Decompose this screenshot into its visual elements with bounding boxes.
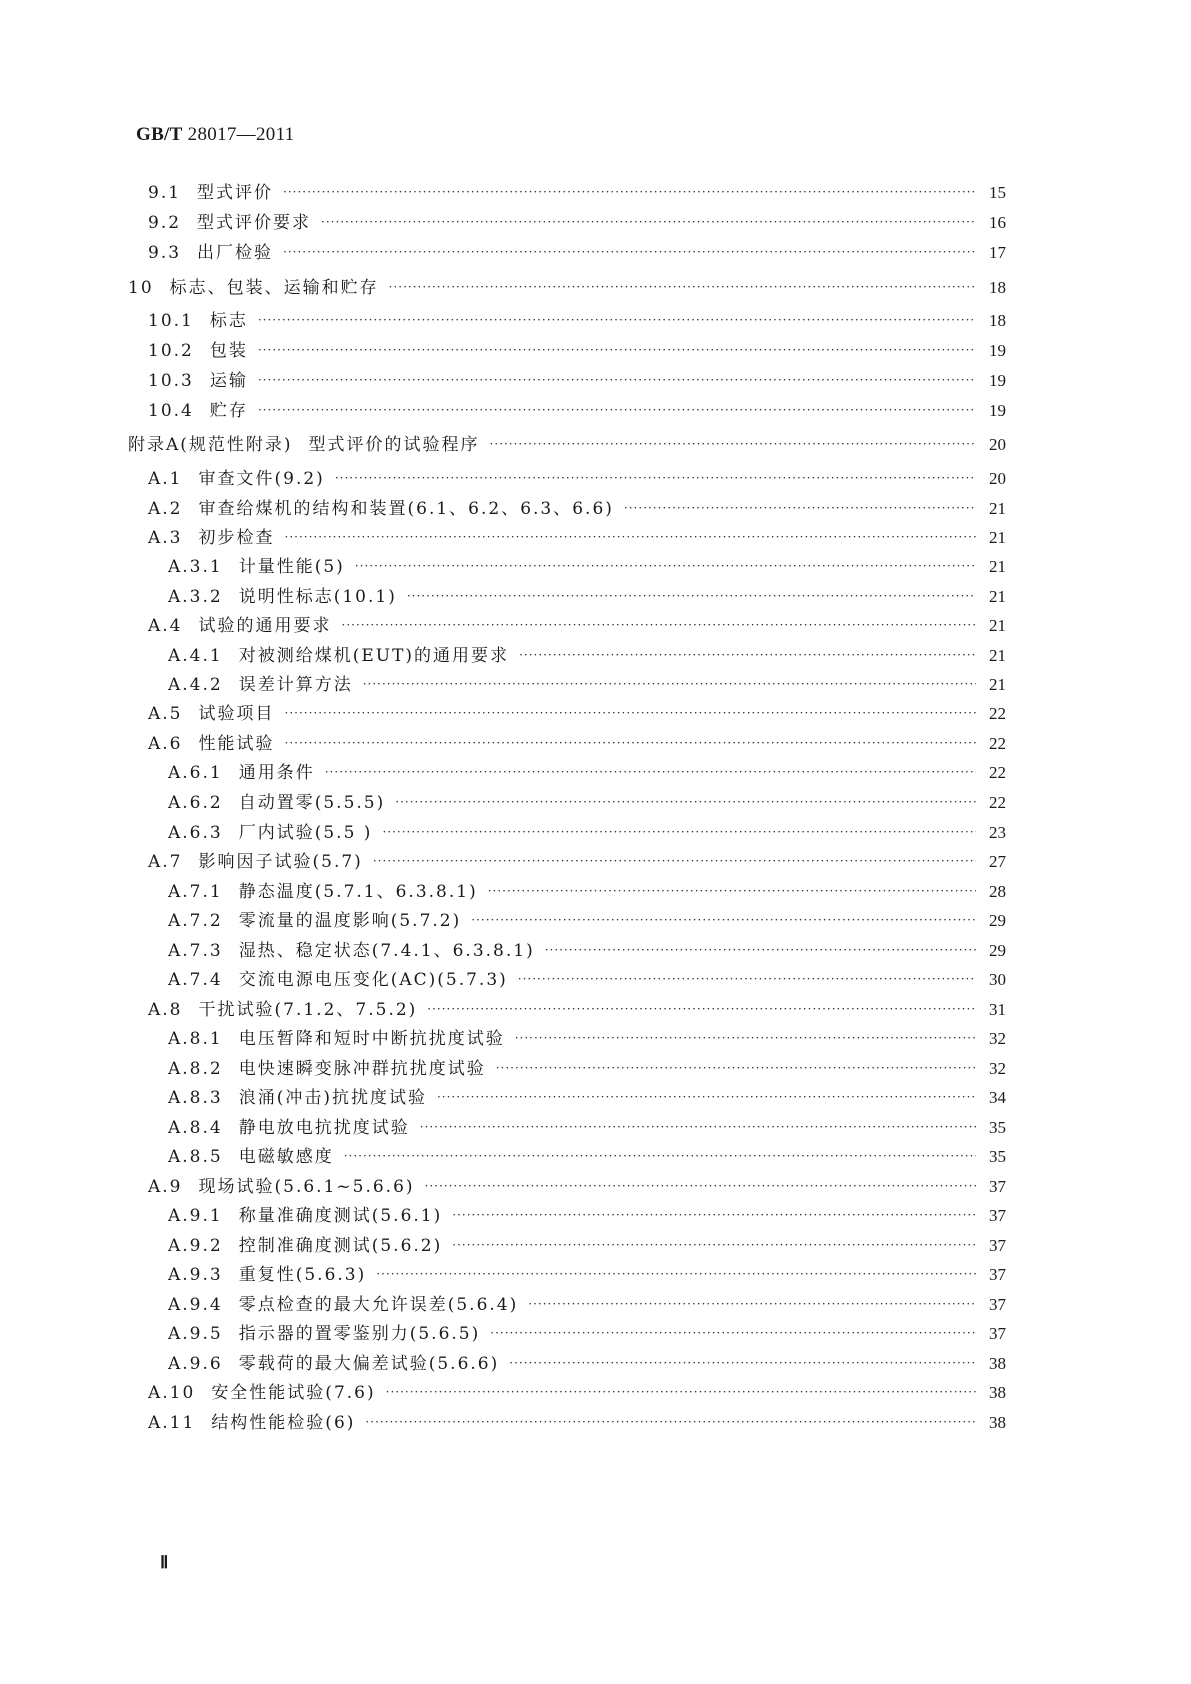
toc-entry-page: 31	[989, 1000, 1006, 1019]
toc-entry-number: A.6.2	[168, 793, 223, 813]
toc-entry-number: 9.2	[148, 213, 182, 233]
toc-entry-page: 22	[989, 793, 1006, 812]
toc-entry-page: 38	[989, 1383, 1006, 1402]
toc-entry-page: 35	[989, 1118, 1006, 1137]
toc-entry-page: 22	[989, 704, 1006, 723]
toc-leader-dots	[395, 796, 976, 808]
toc-leader-dots	[471, 914, 976, 926]
toc-entry-number: A.9	[148, 1177, 183, 1197]
toc-leader-dots	[624, 502, 976, 514]
toc-entry-number: A.7.2	[168, 911, 223, 931]
toc-entry-page: 20	[989, 435, 1006, 454]
toc-entry-number: A.8.3	[168, 1088, 223, 1108]
toc-entry-number: A.6	[148, 734, 183, 754]
toc-entry-page: 21	[989, 646, 1006, 665]
toc-entry-number: 10.3	[148, 371, 194, 391]
toc-leader-dots	[496, 1062, 976, 1074]
toc-entry-number: A.7.4	[168, 970, 223, 990]
toc-entry[interactable]	[168, 1319, 1006, 1349]
toc-entry-number: A.9.5	[168, 1324, 223, 1344]
toc-entry-title: 对被测给煤机(EUT)的通用要求	[238, 646, 510, 666]
toc-entry-title: 厂内试验(5.5 )	[238, 823, 373, 843]
toc-entry-page: 27	[989, 852, 1006, 871]
toc-entry-title: 影响因子试验(5.7)	[198, 852, 363, 872]
toc-entry-title: 干扰试验(7.1.2、7.5.2)	[198, 1000, 418, 1020]
toc-leader-dots	[420, 1121, 976, 1133]
toc-entry-page: 30	[989, 970, 1006, 989]
toc-entry-title: 型式评价要求	[197, 213, 312, 233]
toc-entry-page: 29	[989, 941, 1006, 960]
toc-entry-page: 37	[989, 1265, 1006, 1284]
toc-leader-dots	[285, 531, 977, 543]
toc-entry-page: 16	[989, 213, 1006, 232]
toc-entry-title: 电压暂降和短时中断抗扰度试验	[238, 1029, 505, 1049]
toc-entry[interactable]	[148, 1378, 1006, 1408]
toc-entry-title: 包装	[209, 341, 248, 361]
toc-entry[interactable]	[148, 847, 1006, 877]
toc-leader-dots	[335, 472, 976, 484]
toc-entry-page: 35	[989, 1147, 1006, 1166]
toc-leader-dots	[382, 826, 976, 838]
toc-entry[interactable]	[168, 1083, 1006, 1113]
toc-leader-dots	[452, 1209, 976, 1221]
toc-leader-dots	[283, 186, 976, 198]
toc-entry-number: 9.3	[148, 243, 182, 263]
toc-entry[interactable]	[148, 238, 1006, 268]
toc-entry-number: A.9.4	[168, 1295, 223, 1315]
toc-entry-page: 32	[989, 1029, 1006, 1048]
toc-entry-title: 审查文件(9.2)	[198, 469, 325, 489]
toc-entry[interactable]	[168, 1113, 1006, 1143]
document-header	[136, 124, 294, 146]
toc-leader-dots	[407, 590, 976, 602]
toc-entry-number: A.9.6	[168, 1354, 223, 1374]
toc-entry[interactable]	[148, 494, 1006, 524]
toc-entry[interactable]	[148, 1408, 1006, 1438]
toc-entry-number: A.5	[148, 704, 183, 724]
toc-entry-title: 说明性标志(10.1)	[238, 587, 397, 607]
toc-entry[interactable]	[168, 788, 1006, 818]
toc-leader-dots	[437, 1091, 976, 1103]
toc-entry[interactable]	[168, 877, 1006, 907]
toc-leader-dots	[427, 1003, 976, 1015]
toc-entry-page: 21	[989, 557, 1006, 576]
toc-entry-number: A.1	[148, 469, 183, 489]
toc-entry-title: 型式评价	[197, 183, 274, 203]
toc-entry-number: 10.2	[148, 341, 194, 361]
toc-entry-number: A.7.1	[168, 882, 223, 902]
toc-entry[interactable]	[168, 758, 1006, 788]
toc-entry-title: 指示器的置零鉴别力(5.6.5)	[238, 1324, 481, 1344]
toc-entry-number: 10.4	[148, 401, 194, 421]
toc-leader-dots	[452, 1239, 976, 1251]
toc-entry-title: 结构性能检验(6)	[211, 1413, 356, 1433]
toc-leader-dots	[342, 619, 977, 631]
toc-entry-title: 初步检查	[198, 528, 275, 548]
toc-entry[interactable]	[168, 936, 1006, 966]
toc-entry-number: A.6.1	[168, 763, 223, 783]
toc-entry[interactable]	[148, 366, 1006, 396]
toc-leader-dots	[490, 1327, 976, 1339]
toc-entry[interactable]	[168, 1201, 1006, 1231]
toc-entry[interactable]	[168, 1024, 1006, 1054]
toc-leader-dots	[283, 246, 976, 258]
toc-entry[interactable]	[148, 396, 1006, 426]
toc-entry-number: A.11	[148, 1413, 196, 1433]
toc-entry-page: 21	[989, 499, 1006, 518]
toc-entry-number: 10	[128, 278, 154, 298]
toc-entry-number: 附录A(规范性附录)	[128, 435, 293, 455]
toc-entry-number: A.9.3	[168, 1265, 223, 1285]
toc-entry[interactable]	[168, 965, 1006, 995]
toc-entry-title: 控制准确度测试(5.6.2)	[238, 1236, 443, 1256]
toc-entry-page: 18	[989, 278, 1006, 297]
toc-entry-page: 37	[989, 1324, 1006, 1343]
toc-entry[interactable]	[168, 1142, 1006, 1172]
toc-entry-page: 19	[989, 371, 1006, 390]
toc-leader-dots	[376, 1268, 976, 1280]
toc-entry[interactable]	[168, 818, 1006, 848]
toc-entry-page: 22	[989, 734, 1006, 753]
toc-entry[interactable]	[148, 699, 1006, 729]
toc-entry-page: 37	[989, 1177, 1006, 1196]
toc-leader-dots	[509, 1357, 976, 1369]
toc-leader-dots	[490, 438, 976, 450]
toc-entry-number: A.9.1	[168, 1206, 223, 1226]
toc-leader-dots	[365, 1416, 976, 1428]
toc-entry[interactable]	[148, 336, 1006, 366]
toc-entry-number: A.4	[148, 616, 183, 636]
toc-entry-number: A.2	[148, 499, 183, 519]
toc-leader-dots	[528, 1298, 976, 1310]
toc-entry-title: 静态温度(5.7.1、6.3.8.1)	[238, 882, 478, 902]
toc-leader-dots	[488, 885, 976, 897]
toc-entry-page: 17	[989, 243, 1006, 262]
toc-entry[interactable]	[148, 729, 1006, 759]
toc-entry-title: 称量准确度测试(5.6.1)	[238, 1206, 443, 1226]
toc-entry-page: 21	[989, 675, 1006, 694]
toc-entry-title: 出厂检验	[197, 243, 274, 263]
toc-entry-page: 37	[989, 1236, 1006, 1255]
toc-entry-title: 电磁敏感度	[238, 1147, 334, 1167]
toc-entry-page: 21	[989, 528, 1006, 547]
toc-entry[interactable]	[148, 208, 1006, 238]
toc-leader-dots	[258, 404, 976, 416]
toc-leader-dots	[373, 855, 976, 867]
toc-entry-title: 浪涌(冲击)抗扰度试验	[238, 1088, 427, 1108]
standard-number: 28017—2011	[187, 124, 295, 145]
toc-entry-title: 试验项目	[198, 704, 275, 724]
toc-entry-page: 38	[989, 1354, 1006, 1373]
toc-entry[interactable]	[148, 611, 1006, 641]
toc-entry-number: A.6.3	[168, 823, 223, 843]
toc-entry-number: 10.1	[148, 311, 194, 331]
toc-entry-title: 现场试验(5.6.1~5.6.6)	[198, 1177, 415, 1197]
toc-entry-page: 22	[989, 763, 1006, 782]
toc-entry-page: 21	[989, 587, 1006, 606]
toc-entry-page: 15	[989, 183, 1006, 202]
toc-entry-number: A.3.1	[168, 557, 223, 577]
toc-leader-dots	[258, 374, 976, 386]
toc-entry[interactable]	[128, 273, 1006, 303]
toc-leader-dots	[355, 560, 976, 572]
toc-entry[interactable]	[168, 1054, 1006, 1084]
toc-entry-page: 19	[989, 401, 1006, 420]
toc-entry-number: A.3	[148, 528, 183, 548]
toc-entry[interactable]	[168, 641, 1006, 671]
toc-entry[interactable]	[148, 178, 1006, 208]
toc-entry-page: 32	[989, 1059, 1006, 1078]
standard-code: GB/T	[136, 124, 183, 145]
toc-entry-number: A.8.1	[168, 1029, 223, 1049]
toc-entry-number: A.7	[148, 852, 183, 872]
toc-entry[interactable]	[148, 523, 1006, 553]
toc-entry[interactable]	[168, 906, 1006, 936]
toc-entry-title: 标志	[209, 311, 248, 331]
toc-entry-page: 37	[989, 1206, 1006, 1225]
toc-entry-title: 通用条件	[238, 763, 315, 783]
toc-entry-number: A.3.2	[168, 587, 223, 607]
toc-leader-dots	[363, 678, 976, 690]
toc-entry[interactable]	[148, 464, 1006, 494]
toc-entry-page: 19	[989, 341, 1006, 360]
toc-entry-number: A.8.4	[168, 1118, 223, 1138]
toc-entry-title: 电快速瞬变脉冲群抗扰度试验	[238, 1059, 486, 1079]
toc-entry-number: A.10	[148, 1383, 196, 1403]
toc-entry-title: 湿热、稳定状态(7.4.1、6.3.8.1)	[238, 941, 535, 961]
toc-leader-dots	[515, 1032, 976, 1044]
toc-entry-number: A.9.2	[168, 1236, 223, 1256]
toc-entry-number: A.8.2	[168, 1059, 223, 1079]
toc-entry-page: 20	[989, 469, 1006, 488]
toc-entry-title: 零流量的温度影响(5.7.2)	[238, 911, 462, 931]
toc-entry[interactable]	[128, 430, 1006, 460]
toc-leader-dots	[325, 766, 976, 778]
toc-entry-title: 试验的通用要求	[198, 616, 332, 636]
toc-entry-page: 18	[989, 311, 1006, 330]
toc-entry-title: 安全性能试验(7.6)	[211, 1383, 376, 1403]
toc-leader-dots	[285, 737, 977, 749]
toc-entry-title: 静电放电抗扰度试验	[238, 1118, 410, 1138]
toc-entry-title: 重复性(5.6.3)	[238, 1265, 367, 1285]
toc-entry-title: 性能试验	[198, 734, 275, 754]
toc-leader-dots	[389, 281, 976, 293]
toc-entry-number: A.4.2	[168, 675, 223, 695]
toc-entry-number: A.4.1	[168, 646, 223, 666]
toc-entry-number: A.8.5	[168, 1147, 223, 1167]
toc-leader-dots	[386, 1386, 976, 1398]
toc-entry-page: 29	[989, 911, 1006, 930]
toc-entry-title: 零点检查的最大允许误差(5.6.4)	[238, 1295, 519, 1315]
toc-leader-dots	[344, 1150, 976, 1162]
toc-entry-page: 28	[989, 882, 1006, 901]
toc-entry-number: A.7.3	[168, 941, 223, 961]
toc-entry-title: 计量性能(5)	[238, 557, 345, 577]
toc-entry-page: 21	[989, 616, 1006, 635]
toc-entry-number: 9.1	[148, 183, 182, 203]
toc-entry-number: A.8	[148, 1000, 183, 1020]
toc-entry[interactable]	[168, 1349, 1006, 1379]
toc-leader-dots	[258, 314, 976, 326]
toc-leader-dots	[518, 973, 976, 985]
toc-leader-dots	[321, 216, 976, 228]
toc-entry-title: 误差计算方法	[238, 675, 353, 695]
toc-entry[interactable]	[168, 1290, 1006, 1320]
toc-entry[interactable]	[168, 552, 1006, 582]
toc-entry-title: 标志、包装、运输和贮存	[169, 278, 379, 298]
toc-entry[interactable]	[148, 1172, 1006, 1202]
toc-entry[interactable]	[148, 306, 1006, 336]
toc-entry-title: 型式评价的试验程序	[308, 435, 480, 455]
toc-entry-title: 审查给煤机的结构和装置(6.1、6.2、6.3、6.6)	[198, 499, 614, 519]
page-number: Ⅱ	[160, 1553, 168, 1572]
toc-entry-title: 运输	[209, 371, 248, 391]
toc-leader-dots	[258, 344, 976, 356]
toc-entry-title: 交流电源电压变化(AC)(5.7.3)	[238, 970, 508, 990]
toc-leader-dots	[545, 944, 976, 956]
toc-entry[interactable]	[168, 670, 1006, 700]
toc-entry[interactable]	[168, 582, 1006, 612]
toc-leader-dots	[519, 649, 976, 661]
toc-entry-title: 自动置零(5.5.5)	[238, 793, 386, 813]
toc-entry-title: 贮存	[209, 401, 248, 421]
toc-entry[interactable]	[148, 995, 1006, 1025]
toc-entry[interactable]	[168, 1260, 1006, 1290]
toc-entry-page: 38	[989, 1413, 1006, 1432]
toc-entry[interactable]	[168, 1231, 1006, 1261]
toc-entry-page: 34	[989, 1088, 1006, 1107]
toc-leader-dots	[285, 707, 977, 719]
toc-entry-page: 23	[989, 823, 1006, 842]
toc-entry-title: 零载荷的最大偏差试验(5.6.6)	[238, 1354, 500, 1374]
toc-entry-page: 37	[989, 1295, 1006, 1314]
toc-leader-dots	[425, 1180, 976, 1192]
